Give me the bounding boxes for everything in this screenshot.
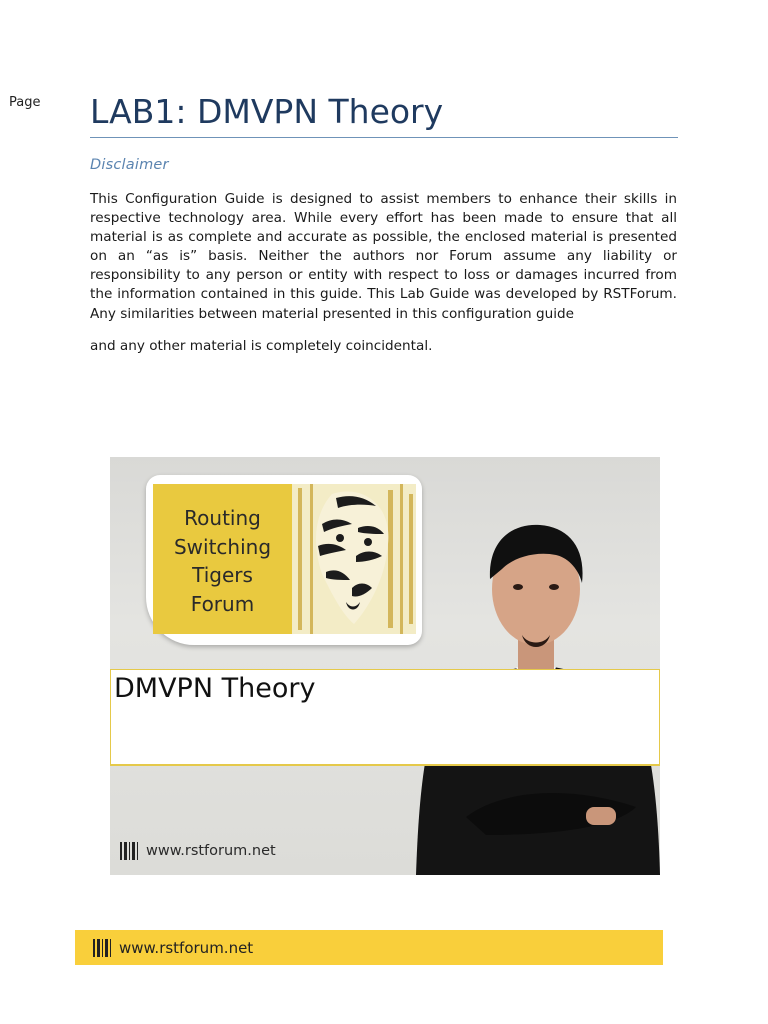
cover-url-text: www.rstforum.net [146, 843, 276, 859]
disclaimer-continuation: and any other material is completely coincidental. [90, 338, 433, 354]
tiger-icon [292, 484, 416, 634]
logo-line-routing: Routing [184, 506, 261, 530]
forum-logo-card [146, 475, 422, 645]
logo-text [153, 504, 292, 618]
footer-bar [75, 930, 663, 965]
cover-title-box [110, 669, 660, 766]
barcode-icon [120, 842, 138, 860]
footer-url-text: www.rstforum.net [119, 938, 254, 957]
logo-line-switching: Switching [173, 534, 272, 559]
cover-title: DMVPN Theory [114, 673, 316, 704]
cover-image [110, 457, 660, 875]
disclaimer-heading: Disclaimer [90, 157, 169, 173]
logo-line-forum: Forum [190, 591, 255, 616]
cover-url [120, 842, 276, 860]
footer-url [93, 939, 253, 957]
title-divider [90, 137, 678, 138]
footer-barcode-icon [93, 939, 111, 957]
logo-line-tigers: Tigers [192, 563, 253, 587]
page-marker: Page [9, 95, 41, 110]
tiger-art [292, 484, 416, 634]
page-title: LAB1: DMVPN Theory [90, 92, 444, 131]
disclaimer-paragraph: This Configuration Guide is designed to assist members to enhance their skills in respective technology area. While every effort has been made to ensure that all material is as complete and accurate as possible, the enclosed material is presented on an “as is” basis. Neither the authors nor Forum assume any liability or responsibility to any person or entity with respect to loss or damages incurred from the information contained in this guide. This Lab Guide was developed by RSTForum. Any similarities between material presented in this configuration guide [90, 191, 677, 322]
